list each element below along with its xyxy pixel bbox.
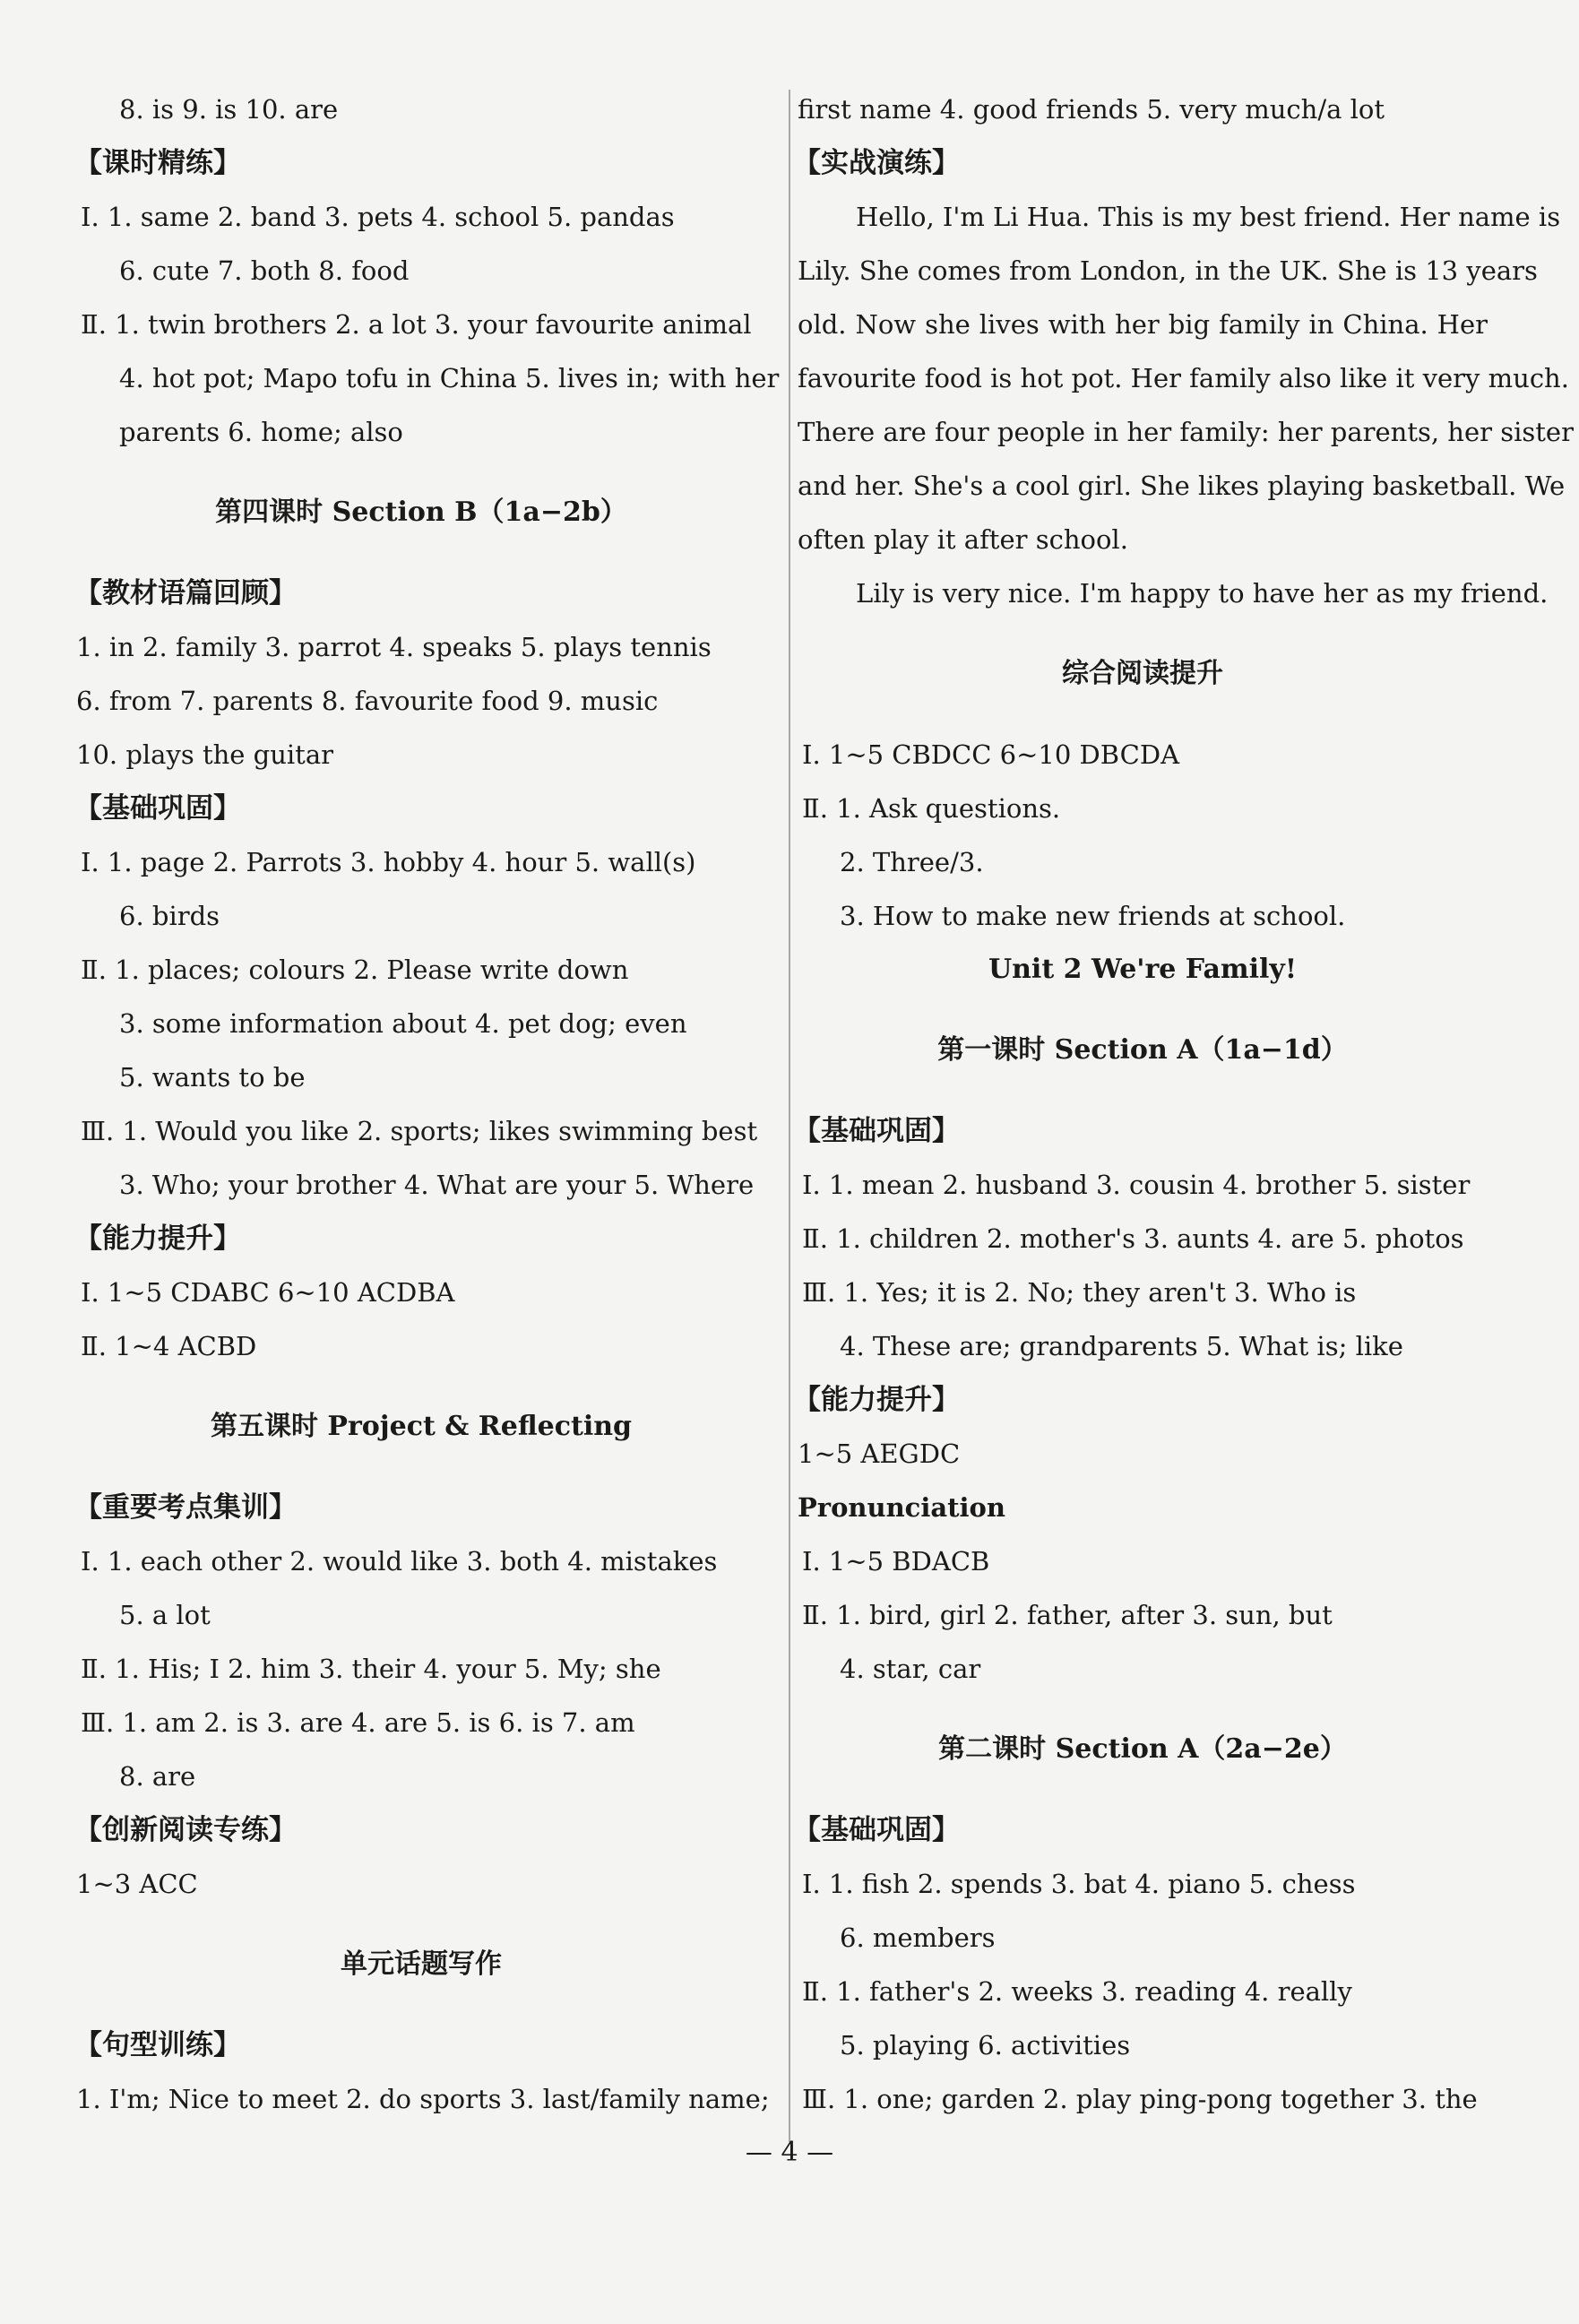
lesson-title: 第一课时 Section A（1a−1d）: [937, 1034, 1348, 1066]
lesson-title: 单元话题写作: [341, 1948, 502, 1980]
answer-line: 5. playing 6. activities: [840, 2030, 1131, 2060]
column-divider: [789, 90, 790, 2142]
essay-line: Lily. She comes from London, in the UK. She is 13 years: [798, 255, 1538, 286]
answer-line: Ⅰ. 1~5 BDACB: [802, 1546, 990, 1577]
answer-line: Ⅰ. 1. page 2. Parrots 3. hobby 4. hour 5. wall(s): [81, 847, 696, 877]
answer-line: Ⅲ. 1. am 2. is 3. are 4. are 5. is 6. is 7. am: [81, 1707, 635, 1738]
answer-line: 4. These are; grandparents 5. What is; like: [840, 1331, 1403, 1361]
section-heading: 【基础巩固】: [793, 1814, 960, 1846]
answer-line: 5. a lot: [119, 1600, 211, 1630]
answer-line: 2. Three/3.: [840, 847, 984, 877]
answer-line: 1~3 ACC: [76, 1869, 198, 1899]
answer-line: parents 6. home; also: [119, 417, 403, 447]
essay-line: often play it after school.: [798, 524, 1128, 555]
answer-line: Ⅰ. 1~5 CBDCC 6~10 DBCDA: [802, 739, 1180, 770]
answer-line: Ⅱ. 1. Ask questions.: [802, 793, 1061, 824]
section-heading: 【创新阅读专练】: [74, 1814, 297, 1846]
essay-line: There are four people in her family: her parents, her sister: [798, 417, 1574, 447]
answer-line: first name 4. good friends 5. very much/a lot: [798, 94, 1385, 125]
answer-line: Ⅰ. 1~5 CDABC 6~10 ACDBA: [81, 1277, 455, 1308]
answer-line: Ⅲ. 1. Yes; it is 2. No; they aren't 3. Who is: [802, 1277, 1357, 1308]
answer-line: 8. is 9. is 10. are: [119, 94, 339, 125]
section-heading: 【能力提升】: [793, 1384, 960, 1416]
section-heading: 【句型训练】: [74, 2029, 241, 2061]
essay-line: Lily is very nice. I'm happy to have her as my friend.: [856, 578, 1549, 609]
answer-line: 6. from 7. parents 8. favourite food 9. music: [76, 686, 659, 716]
answer-line: 8. are: [119, 1761, 196, 1792]
section-heading: 【能力提升】: [74, 1222, 241, 1255]
section-heading: 【课时精练】: [74, 147, 241, 179]
section-heading: Pronunciation: [798, 1492, 1005, 1523]
answer-line: 5. wants to be: [119, 1062, 306, 1093]
page-number: — 4 —: [745, 2137, 834, 2168]
answer-line: 6. cute 7. both 8. food: [119, 255, 410, 286]
lesson-title: 第二课时 Section A（2a−2e）: [938, 1733, 1347, 1765]
answer-line: Ⅲ. 1. one; garden 2. play ping-pong together 3. the: [802, 2084, 1478, 2114]
essay-line: old. Now she lives with her big family in China. Her: [798, 309, 1488, 340]
lesson-title: 第五课时 Project & Reflecting: [210, 1411, 633, 1442]
answer-line: Ⅱ. 1. father's 2. weeks 3. reading 4. really: [802, 1976, 1352, 2007]
answer-line: 3. Who; your brother 4. What are your 5. Where: [119, 1170, 755, 1200]
answer-line: Ⅱ. 1. His; I 2. him 3. their 4. your 5. My; she: [81, 1654, 661, 1684]
answer-line: Ⅰ. 1. each other 2. would like 3. both 4. mistakes: [81, 1546, 718, 1577]
section-heading: 【基础巩固】: [74, 792, 241, 825]
answer-line: 4. star, car: [840, 1654, 981, 1684]
answer-line: Ⅱ. 1~4 ACBD: [81, 1331, 257, 1361]
essay-line: and her. She's a cool girl. She likes playing basketball. We: [798, 471, 1566, 501]
answer-line: 1. in 2. family 3. parrot 4. speaks 5. plays tennis: [76, 632, 712, 662]
answer-line: Ⅰ. 1. fish 2. spends 3. bat 4. piano 5. chess: [802, 1869, 1356, 1899]
answer-line: 4. hot pot; Mapo tofu in China 5. lives in; with her: [119, 363, 780, 393]
answer-line: Ⅱ. 1. places; colours 2. Please write down: [81, 955, 629, 985]
essay-line: favourite food is hot pot. Her family also like it very much.: [798, 363, 1569, 393]
unit-title: Unit 2 We're Family!: [988, 954, 1298, 985]
section-heading: 【重要考点集训】: [74, 1491, 297, 1524]
section-heading: 【教材语篇回顾】: [74, 577, 297, 609]
answer-line: Ⅱ. 1. twin brothers 2. a lot 3. your favourite animal: [81, 309, 752, 340]
answer-line: Ⅰ. 1. same 2. band 3. pets 4. school 5. pandas: [81, 202, 675, 232]
lesson-title: 第四课时 Section B（1a−2b）: [215, 497, 627, 528]
answer-line: Ⅱ. 1. bird, girl 2. father, after 3. sun, but: [802, 1600, 1333, 1630]
answer-line: 3. some information about 4. pet dog; even: [119, 1008, 687, 1039]
essay-line: Hello, I'm Li Hua. This is my best friend. Her name is: [856, 202, 1561, 232]
answer-line: 1. I'm; Nice to meet 2. do sports 3. last/family name;: [76, 2084, 770, 2114]
answer-line: 10. plays the guitar: [76, 739, 333, 770]
answer-line: 6. members: [840, 1922, 996, 1953]
section-heading: 【实战演练】: [793, 147, 960, 179]
answer-line: Ⅱ. 1. children 2. mother's 3. aunts 4. are 5. photos: [802, 1223, 1464, 1254]
section-heading: 【基础巩固】: [793, 1115, 960, 1147]
answer-line: 1~5 AEGDC: [798, 1438, 961, 1469]
lesson-title: 综合阅读提升: [1062, 658, 1223, 689]
answer-line: Ⅲ. 1. Would you like 2. sports; likes swimming best: [81, 1116, 758, 1146]
answer-line: 6. birds: [119, 901, 220, 931]
answer-line: 3. How to make new friends at school.: [840, 901, 1346, 931]
answer-line: Ⅰ. 1. mean 2. husband 3. cousin 4. brother 5. sister: [802, 1170, 1471, 1200]
